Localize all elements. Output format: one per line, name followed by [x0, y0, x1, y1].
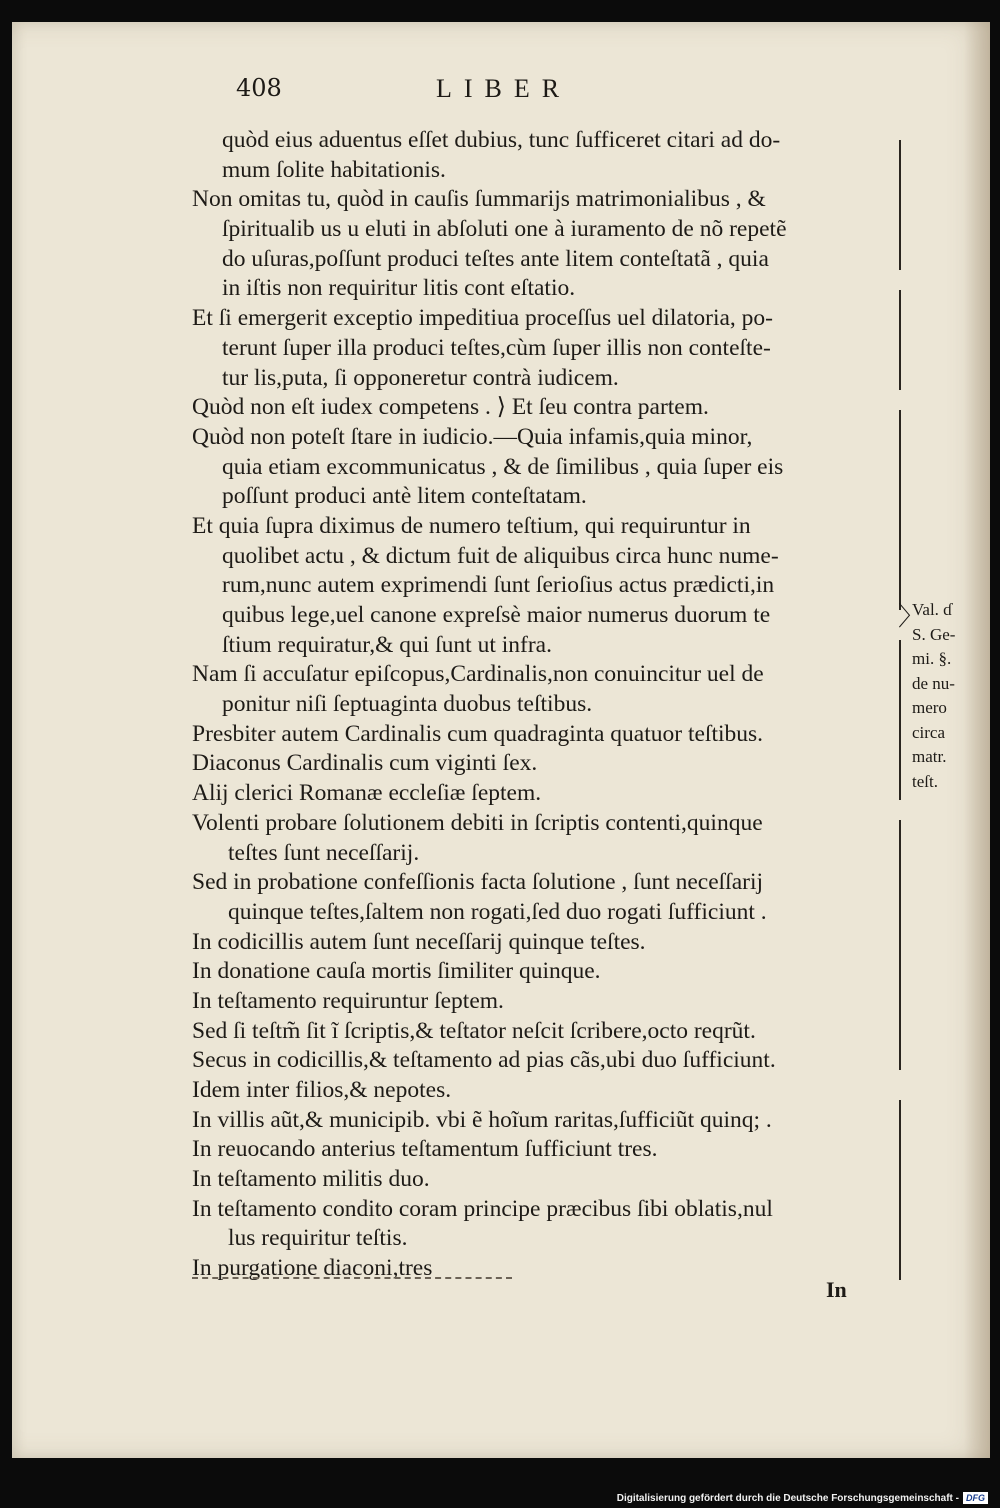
text-line: Quòd non poteſt ſtare in iudicio.—Quia infamis,quia minor, [192, 423, 753, 450]
torn-edge-rule [192, 1277, 512, 1279]
main-text-block [192, 126, 898, 1284]
text-line: Quòd non eſt iudex competens . ⟩ Et ſeu contra partem. [192, 394, 709, 421]
margin-note-line: mero [912, 698, 947, 717]
text-line: Presbiter autem Cardinalis cum quadraginta quatuor teſtibus. [192, 720, 764, 747]
marginal-note [912, 598, 974, 794]
text-line: Nam ſi accuſatur epiſcopus,Cardinalis,non conuincitur uel de [192, 661, 764, 688]
text-line: Non omitas tu, quòd in cauſis ſummarijs matrimonialibus , & [192, 186, 766, 213]
text-line: In codicillis autem ſunt neceſſarij quinque teſtes. [192, 928, 646, 955]
margin-note-line: teſt. [912, 771, 938, 791]
text-line: In purgatione diaconi,tres [192, 1255, 433, 1282]
footer-text: Digitalisierung gefördert durch die Deutsche Forschungsgemeinschaft - [616, 1492, 959, 1504]
margin-bar [899, 820, 901, 1070]
text-line: Diaconus Cardinalis cum viginti ſex. [192, 750, 538, 777]
text-line: In teſtamento militis duo. [192, 1166, 430, 1193]
text-line: In teſtamento condito coram principe præcibus ſibi oblatis,nul [192, 1195, 773, 1222]
text-line: terunt ſuper illa produci teſtes,cùm ſuper illis non conteſte- [222, 334, 771, 361]
text-line: teſtes ſunt neceſſarij. [228, 839, 420, 866]
margin-bar [899, 140, 901, 270]
catchword: In [826, 1277, 847, 1302]
text-line: mum ſolite habitationis. [222, 156, 446, 183]
text-line: ſpiritualib us u eluti in abſoluti one à iuramento de nõ repetẽ [222, 216, 787, 243]
text-line: ponitur niſi ſeptuaginta duobus teſtibus. [222, 691, 593, 718]
text-line: In teſtamento requiruntur ſeptem. [192, 987, 504, 1014]
margin-note-line: circa [912, 722, 946, 742]
text-line: quibus lege,uel canone expreſsè maior numerus duorum te [222, 602, 771, 628]
margin-note-line: mi. §. [912, 649, 952, 668]
text-line: In villis aũt,& municipib. vbi ẽ hoĩum raritas,ſufficiũt quinq; . [192, 1106, 772, 1133]
text-line: Volenti probare ſolutionem debiti in ſcriptis contenti,quinque [192, 809, 763, 836]
text-line: quia etiam excommunicatus , & de ſimilibus , quia ſuper eis [222, 453, 784, 480]
margin-bars [893, 140, 909, 1280]
margin-note-line: de nu- [912, 673, 955, 693]
text-line: Et ſi emergerit exceptio impeditiua proceſſus uel dilatoria, po- [192, 305, 774, 332]
text-line: In reuocando anterius teſtamentum ſufficiunt tres. [192, 1136, 658, 1163]
text-line: poſſunt produci antè litem conteſtatam. [222, 483, 587, 510]
text-line: Sed in probatione confeſſionis facta ſolutione , ſunt neceſſarij [192, 869, 764, 896]
text-line: ſtium requiratur,& qui ſunt ut infra. [222, 631, 552, 658]
margin-brace: 〉 [898, 602, 925, 632]
margin-note-line: matr. [912, 747, 947, 766]
text-line: quinque teſtes,ſaltem non rogati,ſed duo rogati ſufficiunt . [228, 898, 767, 925]
running-title: LIBER [436, 74, 572, 103]
digitization-footer [617, 1490, 988, 1506]
margin-note-line: S. Ge- [912, 624, 956, 644]
text-line: do uſuras,poſſunt produci teſtes ante litem conteſtatã , quia [222, 245, 769, 272]
text-line: quolibet actu , & dictum fuit de aliquibus circa hunc nume- [222, 542, 779, 569]
text-line: lus requiritur teſtis. [228, 1225, 408, 1252]
margin-bar [899, 1100, 901, 1280]
text-line: tur lis,puta, ſi opponeretur contrà iudicem. [222, 364, 619, 391]
page-header [236, 74, 696, 114]
text-line: In donatione cauſa mortis ſimiliter quinque. [192, 958, 601, 985]
dfg-logo: DFG [963, 1492, 988, 1504]
margin-bar [899, 290, 901, 390]
margin-note-line: Val. ɗ [912, 600, 952, 619]
margin-bar [899, 640, 901, 800]
text-line: quòd eius aduentus eſſet dubius, tunc ſufficeret citari ad do- [222, 127, 781, 153]
text-line: Secus in codicillis,& teſtamento ad pias cãs,ubi duo ſufficiunt. [192, 1047, 776, 1074]
text-line: Alij clerici Romanæ eccleſiæ ſeptem. [192, 780, 542, 807]
text-line: rum,nunc autem exprimendi ſunt ſerioſius actus prædicti,in [222, 572, 775, 599]
page-number: 408 [236, 74, 282, 102]
text-line: Idem inter filios,& nepotes. [192, 1077, 452, 1103]
text-line: Sed ſi teſtm̃ ſit ĩ ſcriptis,& teſtator neſcit ſcribere,octo reqrũt. [192, 1017, 756, 1044]
text-line: in iſtis non requiritur litis cont eſtatio. [222, 275, 576, 302]
text-line: Et quia ſupra diximus de numero teſtium, qui requiruntur in [192, 512, 751, 539]
margin-bar [899, 410, 901, 610]
